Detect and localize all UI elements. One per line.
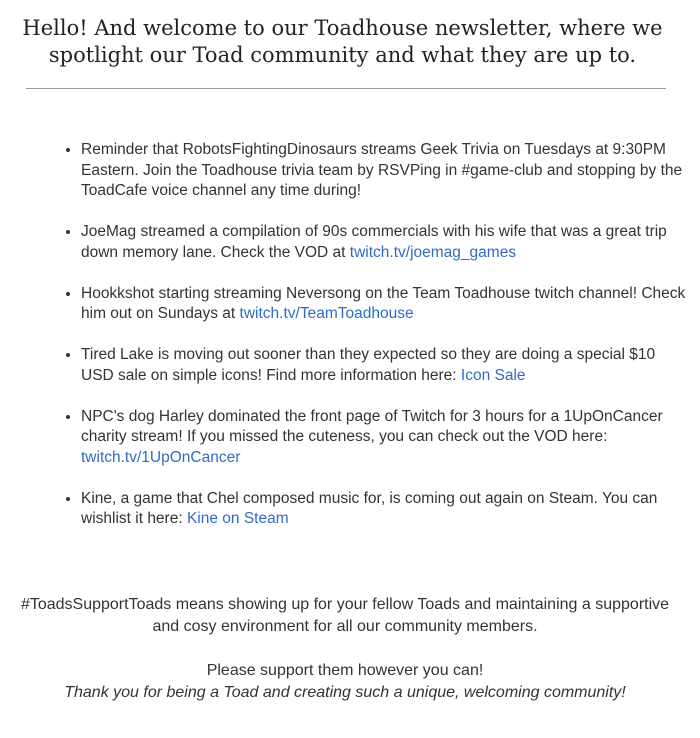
newsletter-intro: Hello! And welcome to our Toadhouse newsletter, where we spotlight our Toad community and what they are up to. (22, 16, 663, 67)
news-item (81, 222, 691, 263)
news-list (60, 140, 691, 550)
oneuponcancer-twitch-link[interactable]: twitch.tv/1UpOnCancer (81, 448, 241, 466)
news-item (81, 140, 691, 202)
team-toadhouse-twitch-link[interactable]: twitch.tv/TeamToadhouse (239, 305, 414, 322)
support-message: Please support them however you can! (206, 662, 484, 679)
news-item (81, 489, 691, 530)
closing-section (15, 594, 675, 704)
kine-steam-link[interactable]: Kine on Steam (186, 510, 289, 527)
news-item-text: Hookkshot starting streaming Neversong on the Team Toadhouse twitch channel! Check him out on Sundays at (81, 284, 686, 322)
news-item (81, 407, 691, 469)
news-item-text: Tired Lake is moving out sooner than they expected so they are doing a special $10 USD sale on simple icons! Find more information here: (81, 346, 656, 384)
joemag-twitch-link[interactable]: twitch.tv/joemag_games (349, 243, 517, 261)
news-item (81, 284, 691, 325)
news-item (81, 345, 691, 386)
icon-sale-link[interactable]: Icon Sale (460, 366, 526, 384)
news-item-text: NPC's dog Harley dominated the front page of Twitch for 3 hours for a 1UpOnCancer charity stream! If you missed the cuteness, you can check out the VOD here: (81, 407, 663, 445)
news-item-text: JoeMag streamed a compilation of 90s commercials with his wife that was a great trip down memory lane. Check the VOD at (81, 223, 667, 261)
section-divider (26, 88, 666, 89)
thank-you-message: Thank you for being a Toad and creating such a unique, welcoming community! (64, 684, 626, 701)
news-item-text: Kine, a game that Chel composed music for, is coming out again on Steam. You can wishlist it here: (81, 489, 658, 527)
community-motto: #ToadsSupportToads means showing up for your fellow Toads and maintaining a supportive and cosy environment for all our community members. (20, 596, 670, 635)
news-item-text: Reminder that RobotsFightingDinosaurs streams Geek Trivia on Tuesdays at 9:30PM Eastern. Join the Toadhouse trivia team by RSVPing in #game-club and stopping by the ToadCafe voice channel any time during! (81, 141, 683, 199)
